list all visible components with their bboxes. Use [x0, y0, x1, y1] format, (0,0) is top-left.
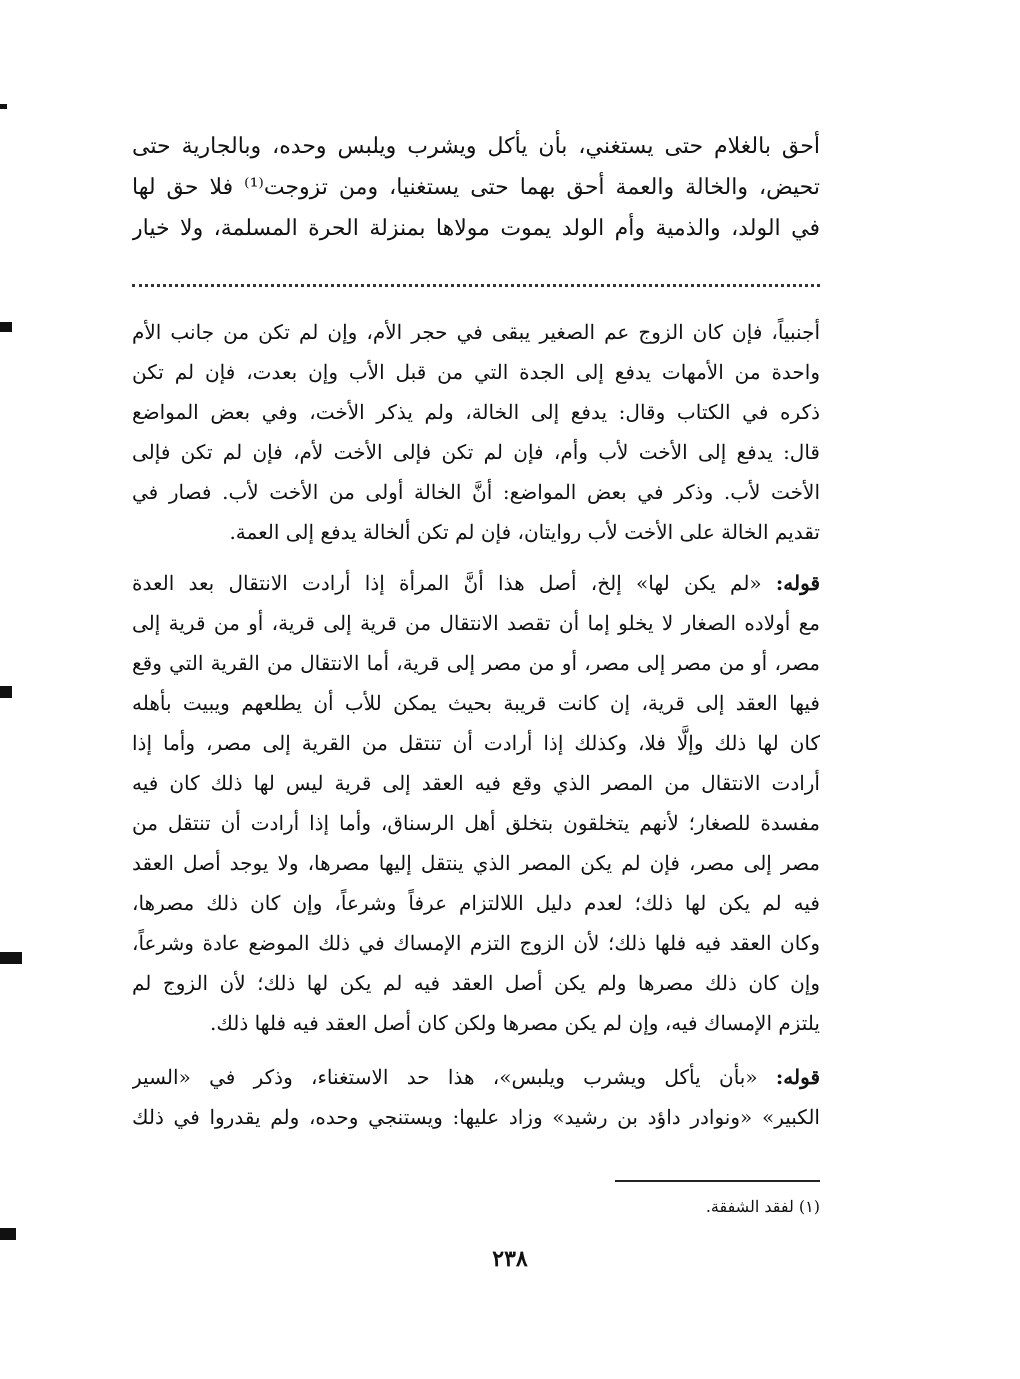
commentary-line: أرادت الانتقال من المصر الذي وقع فيه العقد إلى قرية ليس لها ذلك كان فيه: [132, 771, 820, 795]
commentary-line-first: [132, 1057, 820, 1097]
commentary-line: قال: يدفع إلى الأخت لأب وأم، فإن لم تكن فإلى الأخت لأم، فإن لم تكن فإلى: [132, 440, 820, 464]
scan-edge-mark: [0, 952, 22, 964]
commentary-line-first: [132, 563, 820, 603]
commentary-line: وإن كان ذلك مصرها ولم يكن أصل العقد فيه لم يكن لها ذلك؛ لأن الزوج لم: [132, 971, 820, 995]
scan-edge-mark: [0, 104, 7, 109]
commentary-line: واحدة من الأمهات يدفع إلى الجدة التي من قبل الأب وإن بعدت، فإن لم تكن: [132, 360, 820, 384]
commentary-line: كان لها ذلك وإلَّا فلا، وكذلك إذا أرادت أن تنتقل من القرية إلى مصر، وأما إذا: [132, 731, 820, 755]
commentary-line-text: «بأن يأكل ويشرب ويلبس»، هذا حد الاستغناء، وذكر في «السير: [132, 1065, 758, 1089]
page-number: ٢٣٨: [492, 1246, 528, 1272]
main-text-line: في الولد، والذمية وأم الولد يموت مولاها بمنزلة الحرة المسلمة، ولا خيار: [132, 216, 820, 241]
main-text-line: أحق بالغلام حتى يستغني، بأن يأكل ويشرب ويلبس وحده، وبالجارية حتى: [132, 134, 820, 159]
commentary-line: الكبير» «ونوادر داؤد بن رشيد» وزاد عليها: ويستنجي وحده، ولم يقدروا في ذلك: [132, 1105, 820, 1129]
dotted-separator: [132, 284, 820, 301]
paragraph-lead: قوله:: [775, 1065, 820, 1089]
commentary-line: مفسدة للصغار؛ لأنهم يتخلقون بتخلق أهل الرسناق، وأما إذا أرادت أن تنتقل من: [132, 811, 820, 835]
commentary-line: فيها العقد إلى قرية، إن كانت قريبة بحيث يمكن للأب أن يطلعهم ويبيت بأهله: [132, 691, 820, 715]
commentary-line: ذكره في الكتاب وقال: يدفع إلى الخالة، ولم يذكر الأخت، وفي بعض المواضع: [132, 400, 820, 424]
commentary-paragraph-1: [132, 312, 820, 552]
footnote-rule: [615, 1180, 820, 1182]
commentary-line: مصر، أو من مصر إلى مصر، أو من مصر إلى قرية، أما الانتقال من القرية التي وقع: [132, 651, 820, 675]
scan-edge-mark: [0, 686, 12, 698]
main-text-line: تحيض، والخالة والعمة أحق بهما حتى يستغنيا، ومن تزوجت⁽¹⁾ فلا حق لها: [132, 175, 820, 200]
commentary-line: أجنبياً، فإن كان الزوج عم الصغير يبقى في حجر الأم، وإن لم تكن من جانب الأم: [132, 320, 820, 344]
commentary-line: مع أولاده الصغار لا يخلو إما أن تقصد الانتقال من قرية إلى قرية، أو من قرية إلى: [132, 611, 820, 635]
paragraph-lead: قوله:: [775, 571, 820, 595]
scan-edge-mark: [0, 322, 12, 332]
scan-edge-mark: [0, 1228, 16, 1240]
footnote: (١) لفقد الشفقة.: [705, 1197, 820, 1216]
commentary-line: تقديم الخالة على الأخت لأب روايتان، فإن لم تكن ألخالة يدفع إلى العمة.: [229, 520, 820, 544]
commentary-paragraph-2: [132, 563, 820, 1043]
commentary-line-text: «لم يكن لها» إلخ، أصل هذا أنَّ المرأة إذا أرادت الانتقال بعد العدة: [132, 571, 762, 595]
commentary-line: فيه لم يكن لها ذلك؛ لعدم دليل اللالتزام عرفاً وشرعاً، وإن كان ذلك مصرها،: [132, 891, 820, 915]
main-text: [132, 126, 820, 249]
commentary-line: مصر إلى مصر، فإن لم يكن المصر الذي ينتقل إليها مصرها، ولا يوجد أصل العقد: [132, 851, 820, 875]
commentary-paragraph-3: [132, 1057, 820, 1137]
commentary-line: الأخت لأب. وذكر في بعض المواضع: أنَّ الخالة أولى من الأخت لأب. فصار في: [132, 480, 820, 504]
commentary-line: يلتزم الإمساك فيه، وإن لم يكن مصرها ولكن كان أصل العقد فيه فلها ذلك.: [210, 1011, 820, 1035]
commentary-line: وكان العقد فيه فلها ذلك؛ لأن الزوج التزم الإمساك في ذلك الموضع عادة وشرعاً،: [132, 931, 820, 955]
